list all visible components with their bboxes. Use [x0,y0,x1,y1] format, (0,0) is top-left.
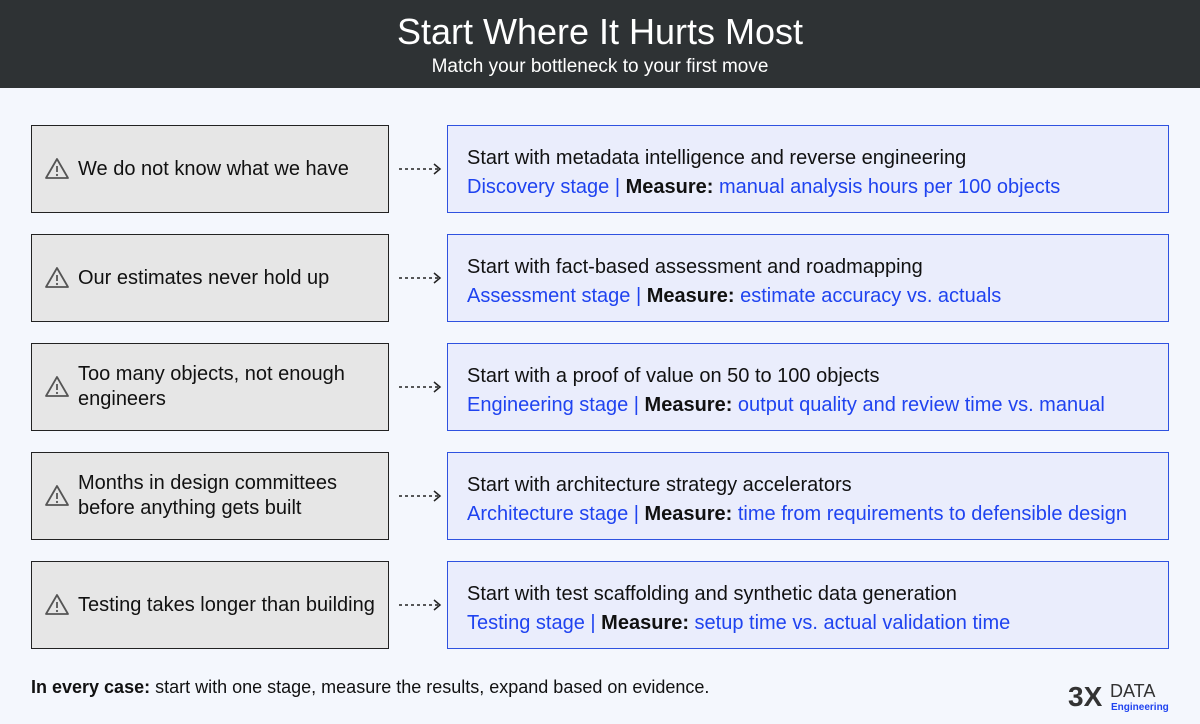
measure-text: time from requirements to defensible design [732,503,1127,525]
arrow-icon [397,595,443,615]
action-box [447,561,1169,649]
company-logo [1068,680,1178,714]
action-box [447,125,1169,213]
warning-icon [44,484,70,508]
action-box [447,343,1169,431]
measure-text: output quality and review time vs. manual [732,394,1105,416]
action-text: Start with architecture strategy accelerators [467,474,852,496]
measure-label: Measure: [601,612,689,634]
problem-box [31,234,389,322]
measure-label: Measure: [625,176,714,198]
measure-text: estimate accuracy vs. actuals [734,285,1002,307]
problem-box [31,125,389,213]
logo-mark: 3X [1068,681,1103,712]
problem-text: We do not know what we have [78,157,349,180]
stage-label: Testing stage | [467,612,602,634]
measure-label: Measure: [644,394,733,416]
bottleneck-row [31,452,1169,540]
stage-label: Architecture stage | [467,503,645,525]
bottleneck-row [31,343,1169,431]
warning-icon [44,266,70,290]
action-box [447,234,1169,322]
measure-label: Measure: [646,285,735,307]
problem-box [31,452,389,540]
warning-icon [44,375,70,399]
stage-label: Engineering stage | [467,394,645,416]
logo-word: DATA [1110,681,1156,701]
footer-note [31,677,709,698]
problem-box [31,561,389,649]
measure-text: setup time vs. actual validation time [688,612,1011,634]
action-text: Start with fact-based assessment and roadmapping [467,256,923,278]
footer-text: start with one stage, measure the results, expand based on evidence. [150,677,710,697]
arrow-icon [397,377,443,397]
header [0,0,1200,88]
action-text: Start with a proof of value on 50 to 100 objects [467,365,880,387]
footer-bold: In every case: [31,677,151,697]
warning-icon [44,593,70,617]
measure-text: manual analysis hours per 100 objects [713,176,1061,198]
stage-label: Assessment stage | [467,285,647,307]
bottleneck-row [31,234,1169,322]
arrow-icon [397,159,443,179]
problem-text: Testing takes longer than building [78,593,375,616]
problem-text: Our estimates never hold up [78,266,330,289]
bottleneck-row [31,125,1169,213]
page-subtitle: Match your bottleneck to your first move [431,56,769,77]
measure-label: Measure: [644,503,733,525]
action-text: Start with metadata intelligence and reverse engineering [467,147,967,169]
warning-icon [44,157,70,181]
stage-label: Discovery stage | [467,176,626,198]
logo-sub: Engineering [1111,702,1169,713]
action-text: Start with test scaffolding and synthetic data generation [467,583,957,605]
arrow-icon [397,268,443,288]
problem-text: Months in design committees before anything gets built [78,472,338,519]
problem-box [31,343,389,431]
arrow-icon [397,486,443,506]
action-box [447,452,1169,540]
problem-text: Too many objects, not enough engineers [78,363,345,410]
page-title: Start Where It Hurts Most [396,11,804,52]
bottleneck-row [31,561,1169,649]
